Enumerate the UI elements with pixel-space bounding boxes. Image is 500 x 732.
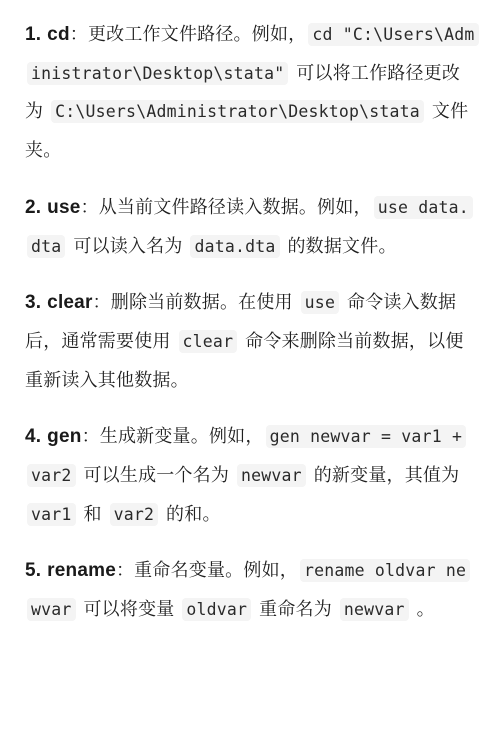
command-name: clear (47, 292, 93, 314)
description-text: 重命名为 (253, 599, 338, 621)
command-name: gen (47, 426, 82, 448)
command-name: cd (47, 24, 70, 45)
description-text: 可以将变量 (77, 599, 181, 621)
item-number: 3. (25, 292, 42, 314)
inline-code: cd "C:\Users\Administrator\Desktop\stata" (27, 23, 479, 85)
command-item-cd (25, 16, 475, 171)
description-text: 。 (410, 599, 435, 621)
description-text: 可以读入名为 (67, 235, 189, 257)
inline-code: use data.dta (27, 196, 473, 258)
description-text: 的新变量，其值为 (307, 465, 460, 487)
description-text: 文件夹。 (25, 101, 469, 162)
description-text: ：重命名变量。例如， (115, 560, 298, 582)
description-text: 的和。 (160, 503, 221, 525)
item-description (25, 426, 468, 524)
command-item-use (25, 189, 475, 266)
description-text: 可以将工作路径更改为 (25, 62, 461, 123)
inline-code: clear (179, 330, 238, 353)
item-number: 2. (25, 196, 42, 218)
command-item-clear (25, 284, 475, 400)
inline-code: data.dta (190, 235, 279, 258)
inline-code: C:\Users\Administrator\Desktop\stata (51, 100, 424, 123)
command-name: rename (47, 560, 116, 582)
item-number: 1. (25, 24, 42, 45)
inline-code: gen newvar = var1 + var2 (27, 425, 466, 487)
description-text: 命令来删除当前数据，以便重新读入其他数据。 (25, 330, 464, 391)
description-text: ：生成新变量。例如， (81, 426, 264, 448)
description-text: 的数据文件。 (281, 235, 397, 257)
item-number: 4. (25, 426, 42, 448)
command-list (25, 16, 475, 630)
item-description (25, 197, 475, 257)
inline-code: var2 (110, 503, 159, 526)
description-text: 可以生成一个名为 (77, 465, 235, 487)
command-name: use (47, 196, 81, 218)
description-text: 命令读入数据后，通常需要使用 (25, 292, 457, 352)
description-text: ：删除当前数据。在使用 (92, 292, 299, 314)
command-item-gen (25, 418, 475, 534)
command-item-rename (25, 552, 475, 629)
inline-code: newvar (340, 598, 409, 621)
inline-code: newvar (237, 464, 306, 487)
inline-code: var1 (27, 503, 76, 526)
description-text: 和 (77, 503, 108, 525)
item-description (25, 24, 481, 161)
inline-code: use (301, 291, 339, 314)
item-number: 5. (25, 560, 42, 582)
inline-code: rename oldvar newvar (27, 559, 470, 621)
inline-code: oldvar (182, 598, 251, 621)
description-text: ：从当前文件路径读入数据。例如， (80, 196, 372, 218)
description-text: ：更改工作文件路径。例如， (69, 24, 307, 45)
